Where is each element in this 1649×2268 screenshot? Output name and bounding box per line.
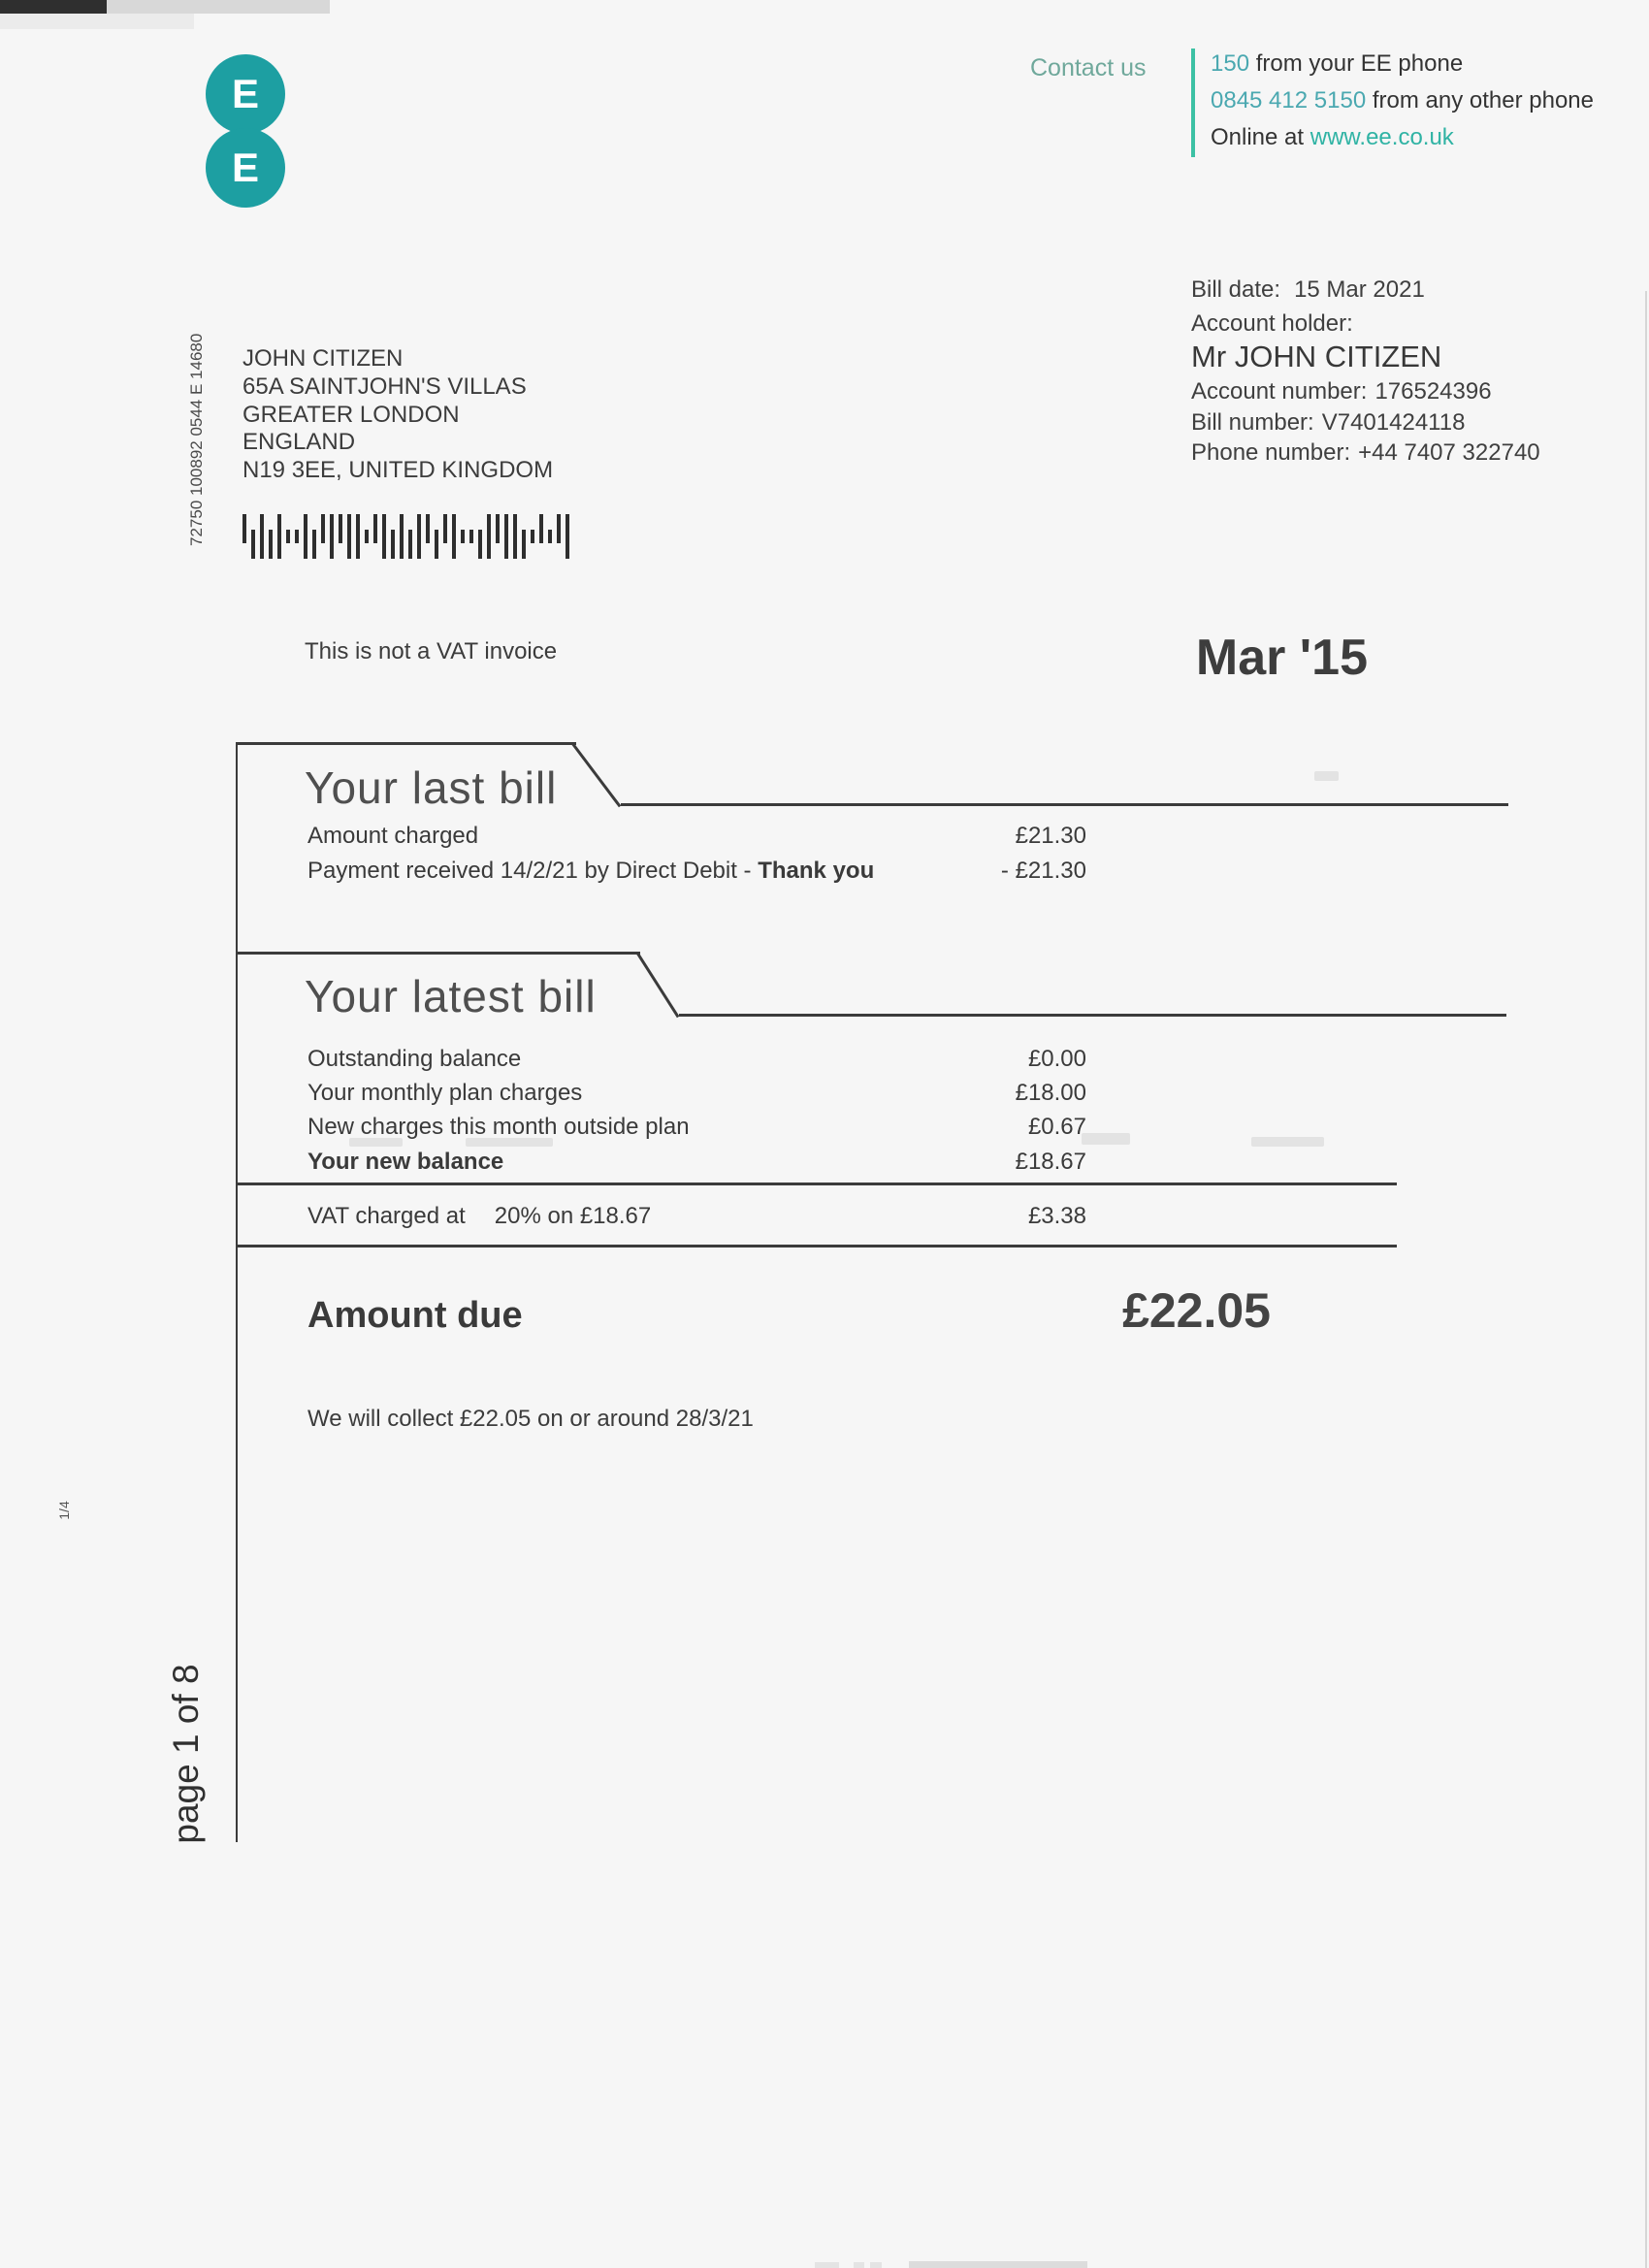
scan-artifact-bottom: [854, 2262, 864, 2268]
vat-separator-line: [237, 1245, 1397, 1247]
ee-logo: [206, 54, 285, 208]
latest-bill-header-line: [679, 1014, 1506, 1017]
vat-label-group: [307, 1203, 651, 1230]
last-bill-row-amount-charged: [307, 823, 1086, 850]
address-line: GREATER LONDON: [242, 402, 460, 428]
bill-date-value: 15 Mar 2021: [1294, 276, 1425, 303]
scan-artifact-bottom: [909, 2261, 1087, 2268]
contact-divider-bar: [1191, 49, 1195, 157]
row-value: £0.67: [1027, 1114, 1086, 1140]
row-label: Payment received 14/2/21 by Direct Debit - Thank you: [307, 858, 875, 884]
address-line: ENGLAND: [242, 429, 356, 455]
page-indicator: page 1 of 8: [166, 1664, 206, 1844]
row-label: Your new balance: [307, 1149, 504, 1175]
ee-logo-top-circle: [206, 54, 285, 134]
ee-logo-letter-top: E: [231, 71, 259, 116]
latest-bill-tab-diagonal: [635, 952, 679, 1018]
scan-artifact-right-edge: [1645, 291, 1647, 2268]
latest-bill-row-new-balance: [307, 1149, 1086, 1176]
last-bill-title: Your last bill: [305, 762, 558, 813]
row-label: Outstanding balance: [307, 1046, 522, 1072]
vat-label: VAT charged at: [307, 1203, 466, 1229]
balance-separator-line: [237, 1183, 1397, 1185]
row-label: New charges this month outside plan: [307, 1114, 690, 1140]
last-bill-tab-top-line: [237, 742, 576, 745]
latest-bill-title: Your latest bill: [305, 971, 597, 1021]
last-bill-row-payment-received: [307, 858, 1086, 885]
latest-bill-row-outstanding-balance: [307, 1046, 1086, 1073]
collection-notice: We will collect £22.05 on or around 28/3/21: [307, 1406, 754, 1432]
bill-number-value: V7401424118: [1321, 409, 1466, 436]
latest-bill-tab-top-line: [237, 952, 640, 955]
last-bill-tab-diagonal: [571, 742, 622, 807]
account-number-value: 176524396: [1374, 378, 1492, 405]
vat-row: [307, 1203, 1086, 1230]
scan-smudge: [1251, 1137, 1324, 1147]
ee-logo-letter-bottom: E: [231, 145, 259, 190]
scan-artifact-top-dark: [0, 0, 107, 14]
section-left-border: [236, 742, 238, 1842]
account-holder-label: Account holder:: [1191, 310, 1353, 337]
contact-us-label: Contact us: [1030, 54, 1147, 81]
phone-0845: 0845 412 5150: [1211, 87, 1367, 113]
row-value: - £21.30: [1000, 858, 1086, 884]
address-line: 65A SAINTJOHN'S VILLAS: [242, 373, 527, 400]
bill-date-row: [1191, 276, 1425, 304]
bill-date-label: Bill date:: [1191, 276, 1281, 303]
scan-artifact-bottom: [815, 2262, 839, 2268]
vat-detail: 20% on £18.67: [494, 1203, 652, 1229]
row-value: £18.00: [1015, 1080, 1086, 1106]
amount-due-row: [307, 1282, 1271, 1339]
phone-number-row: [1191, 439, 1540, 467]
billing-period: Mar '15: [1195, 630, 1368, 686]
amount-due-label: Amount due: [307, 1295, 523, 1336]
ee-website-link[interactable]: www.ee.co.uk: [1310, 124, 1454, 150]
contact-line-ee-phone: 150 from your EE phone: [1211, 50, 1464, 77]
contact-line-other-phone: 0845 412 5150 from any other phone: [1211, 87, 1594, 113]
row-value: £18.67: [1015, 1149, 1086, 1175]
phone-number-value: +44 7407 322740: [1358, 439, 1540, 466]
account-holder-name: Mr JOHN CITIZEN: [1191, 340, 1442, 373]
short-code-150: 150: [1211, 50, 1250, 77]
scan-smudge: [1314, 771, 1339, 781]
postal-barcode: [242, 514, 577, 559]
row-label: Your monthly plan charges: [307, 1080, 583, 1106]
mailing-side-code: 72750 100892 0544 E 14680: [187, 333, 206, 546]
contact-line-online: Online at www.ee.co.uk: [1211, 124, 1454, 150]
bill-number-label: Bill number:: [1191, 409, 1314, 436]
scan-artifact-bottom: [870, 2262, 882, 2268]
latest-bill-row-new-charges: [307, 1114, 1086, 1141]
bill-number-row: [1191, 409, 1465, 437]
scan-artifact-top-gray: [107, 0, 330, 14]
amount-due-value: £22.05: [1122, 1283, 1271, 1338]
vat-value: £3.38: [1027, 1203, 1086, 1229]
account-number-row: [1191, 378, 1492, 405]
side-marker: 1/4: [56, 1501, 72, 1520]
scan-smudge: [1082, 1133, 1130, 1145]
thank-you-text: Thank you: [758, 858, 875, 884]
last-bill-header-line: [621, 803, 1508, 806]
phone-number-label: Phone number:: [1191, 439, 1351, 466]
address-line: JOHN CITIZEN: [242, 345, 404, 372]
latest-bill-row-monthly-plan: [307, 1080, 1086, 1107]
row-value: £0.00: [1027, 1046, 1086, 1072]
scan-artifact-top-gray2: [0, 14, 194, 29]
not-vat-invoice-notice: This is not a VAT invoice: [305, 638, 558, 664]
account-number-label: Account number:: [1191, 378, 1368, 405]
ee-logo-bottom-circle: [206, 128, 285, 208]
address-line: N19 3EE, UNITED KINGDOM: [242, 457, 554, 483]
row-label: Amount charged: [307, 823, 479, 849]
row-value: £21.30: [1015, 823, 1086, 849]
